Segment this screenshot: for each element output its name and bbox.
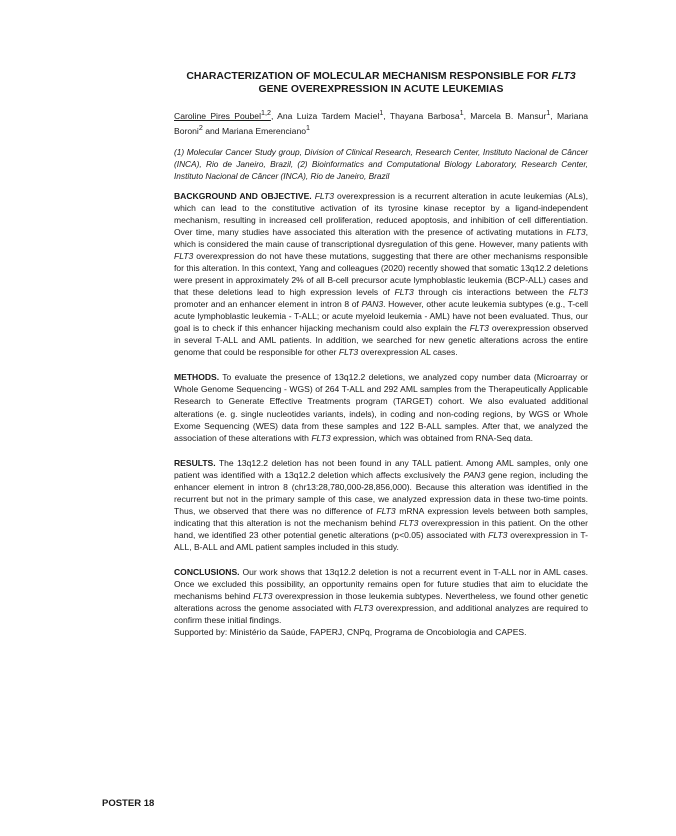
- author-name: , Ana Luiza Tardem Maciel: [270, 110, 380, 121]
- background-section: [174, 190, 588, 359]
- gene-name: FLT3: [376, 505, 396, 516]
- gene-name: FLT3: [338, 347, 359, 358]
- body-text: overexpression observed in several T-ALL and AML patients. In addition, we searched for new genetic alterations across the entire genome that could be responsible for other: [174, 323, 588, 358]
- gene-name: FLT3: [566, 226, 586, 237]
- author-list: [174, 107, 588, 137]
- author-affil: 1: [546, 109, 551, 117]
- gene-name: FLT3: [311, 432, 331, 443]
- body-text: overexpression do not have these mutations, suggesting that there are other mechanisms responsible for this alteration. In this context, Yang and colleagues (2020) recently showed that somatic 13q12.2 deletions were present in approximately 2% of all B-cell precursor acute lymphoblastic leukemia (BCP-ALL) cases and that these deletions lead to high expression levels of: [174, 250, 588, 298]
- author-affil: 1: [459, 109, 464, 117]
- gene-name: FLT3: [394, 287, 414, 298]
- results-heading: RESULTS.: [174, 457, 216, 468]
- abstract-title: [174, 70, 588, 96]
- gene-name: FLT3: [253, 591, 273, 602]
- body-text: overexpression in this patient. On the other hand, we identified 23 other potential genetic alterations (p<0.05) associated with: [174, 517, 588, 540]
- body-text: Our work shows that 13q12.2 deletion is not a recurrent event in T-ALL nor in AML cases. Once we excluded this possibility, an opportunity remains open for future studies that aim to elucidate the mechanisms behind: [174, 567, 588, 602]
- author-name: , Marcela B. Mansur: [463, 110, 547, 121]
- gene-name: PAN3: [463, 469, 486, 480]
- body-text: promoter and an enhancer element in intron 8 of: [174, 299, 362, 310]
- body-text: gene region, including the enhancer element in intron 8 (chr13:28,780,000-28,856,000). Because this alteration was identified in the recurrent but not in the primary sample of this case, we analyzed expression data in these two-time points. Thus, we observed that there was no difference of: [174, 469, 588, 516]
- first-author: [174, 111, 271, 121]
- title-text: CHARACTERIZATION OF MOLECULAR MECHANISM RESPONSIBLE FOR: [186, 71, 552, 82]
- body-text: , which is considered the main cause of transcriptional dysregulation of this gene. However, many patients with: [174, 226, 588, 249]
- body-text: mRNA expression levels between both samples, indicating that this alteration is not the mechanism behind: [174, 505, 588, 528]
- gene-name: FLT3: [469, 323, 489, 334]
- body-text: overexpression in those leukemia subtypes. Nevertheless, we found other genetic alterations across the genome associated with: [174, 591, 588, 614]
- gene-name: FLT3: [399, 517, 419, 528]
- author-name: , Thayana Barbosa: [383, 110, 460, 121]
- gene-name: PAN3: [361, 299, 384, 310]
- body-text: To evaluate the presence of 13q12.2 deletions, we analyzed copy number data (Microarray or Whole Genome Sequencing - WGS) of 264 T-ALL and 292 AML samples from the Therapeutically Applicable Research to Generate Effective Treatments program (TARGET) cohort. We also evaluated additional alterations (e. g. single nucleotides variants, indels), in coding and non-coding regions, by WGS or Whole Exome Sequencing (WES) data from these samples and 122 B-ALL samples. After that, we analyzed the association of these alterations with: [174, 372, 588, 443]
- title-text-end: GENE OVEREXPRESSION IN ACUTE LEUKEMIAS: [258, 84, 504, 95]
- gene-name: FLT3: [568, 287, 588, 298]
- body-text: overexpression AL cases.: [358, 347, 458, 358]
- results-section: [174, 457, 588, 553]
- background-heading: BACKGROUND AND OBJECTIVE.: [174, 190, 312, 201]
- gene-name: FLT3: [174, 250, 194, 261]
- author-name: and Mariana Emerenciano: [202, 125, 307, 136]
- body-text: expression, which was obtained from RNA-Seq data.: [330, 432, 534, 443]
- body-text: overexpression is a recurrent alteration in acute leukemias (ALs), which can lead to the constitutive activation of its tyrosine kinase receptor by a ligand-independent mechanism, resulting in increased cell proliferation, reduced apoptosis, and inhibition of cell differentiation. Over time, many studies have associated this alteration with the presence of activating mutations in: [174, 190, 589, 237]
- funding-statement: Supported by: Ministério da Saúde, FAPERJ, CNPq, Programa de Oncobiologia and CAPES.: [174, 627, 527, 638]
- poster-label: POSTER 18: [102, 798, 155, 809]
- gene-name: FLT3: [488, 529, 508, 540]
- author-affil: 1: [306, 123, 310, 132]
- body-text: The 13q12.2 deletion has not been found in any TALL patient. Among AML samples, only one patient was identified with a 13q12.2 deletion which affects exclusively the: [174, 457, 588, 480]
- conclusions-heading: CONCLUSIONS.: [174, 567, 240, 578]
- gene-name: FLT3: [314, 190, 335, 201]
- gene-name: FLT3: [353, 603, 374, 614]
- body-text: through cis interactions between the: [413, 287, 569, 298]
- body-text: overexpression, and additional analyzes are required to confirm these initial findings.: [174, 603, 588, 626]
- methods-heading: METHODS.: [174, 372, 220, 383]
- methods-section: [174, 371, 588, 443]
- body-text: . However, other acute leukemia subtypes (e.g., T-cell acute lymphoblastic leukemia - T-ALL; or acute myeloid leukemia - AML) have not been evaluated. Thus, our goal is to check if this enhancer hijacking mechanism could also explain the: [174, 299, 588, 334]
- author-affil: 1: [379, 109, 384, 117]
- author-name: , Mariana Boroni: [174, 110, 589, 136]
- body-text: overexpression in T-ALL, B-ALL and AML patient samples included in this study.: [174, 529, 588, 552]
- first-author-name: Caroline Pires Poubel: [174, 110, 261, 121]
- affiliations: (1) Molecular Cancer Study group, Division of Clinical Research, Research Center, Instituto Nacional de Câncer (INCA), Rio de Janeiro, Brazil, (2) Bioinformatics and Computational Biology Laboratory, Research Center, Instituto Nacional de Câncer (INCA), Rio de Janeiro, Brazil: [174, 146, 588, 181]
- first-author-affil: 1,2: [260, 109, 271, 117]
- title-gene: FLT3: [551, 71, 576, 82]
- author-affil: 2: [198, 123, 203, 132]
- abstract-page: [174, 70, 588, 638]
- conclusions-section: [174, 566, 588, 626]
